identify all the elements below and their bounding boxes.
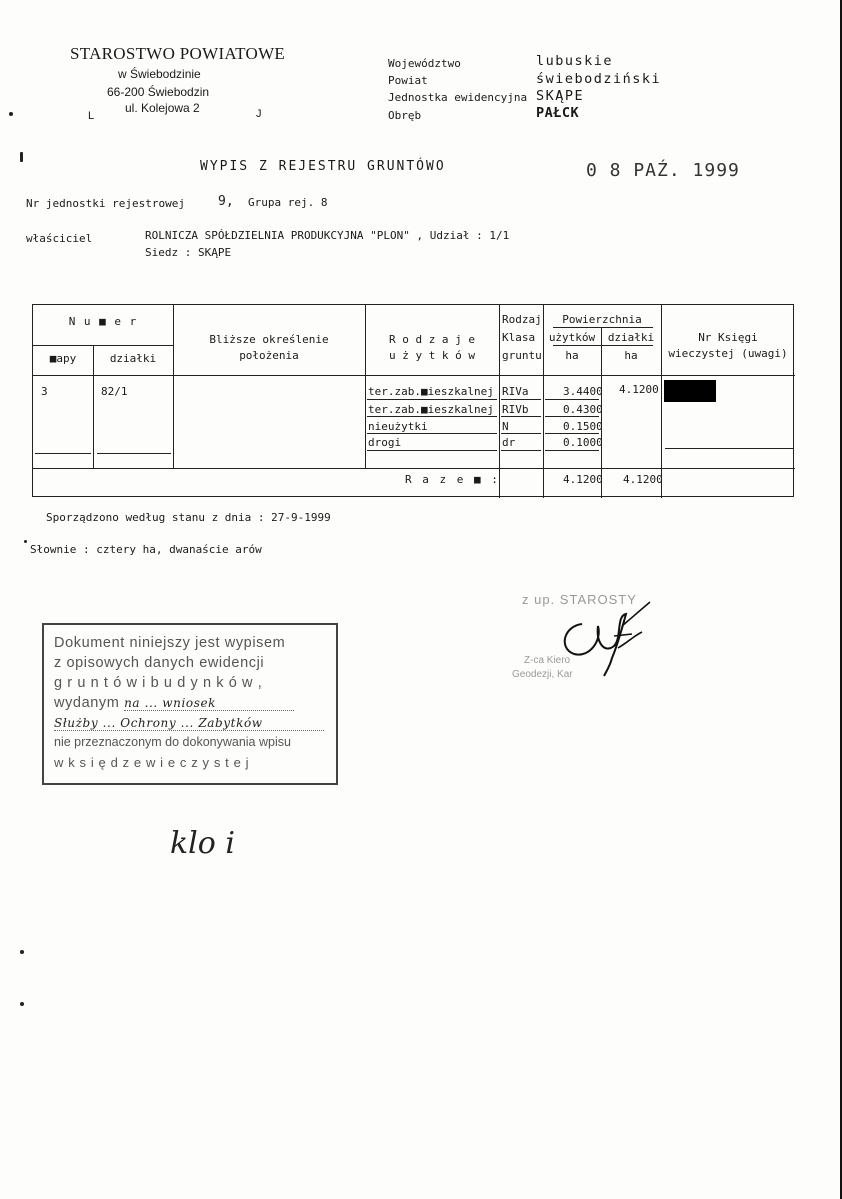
scan-mark [9, 112, 13, 116]
header-polozenia: położenia [239, 349, 299, 362]
address-bracket-right: J [256, 108, 262, 120]
header-rodzaj: Rodzaj [502, 313, 542, 326]
owner-label: właściciel [26, 232, 93, 245]
header-numer: N u ■ e r [68, 315, 138, 328]
registry-unit-label: Nr jednostki rejestrowej [26, 197, 185, 210]
state-date: Sporządzono według stanu z dnia : 27-9-1999 [46, 511, 331, 524]
scan-mark [20, 152, 23, 162]
usage-area-3: 0.1500 [563, 420, 603, 433]
signature-icon [552, 596, 662, 686]
stamp-line-6: nie przeznaczonym do dokonywania wpisu [54, 735, 291, 749]
header-klasa: Klasa [502, 331, 536, 344]
margin-note-hand: klo i [170, 826, 235, 861]
header-gruntu: gruntu [502, 349, 542, 362]
usage-area-1: 3.4400 [563, 385, 603, 398]
header-mapy: ■apy [49, 352, 77, 365]
header-powierzchnia: Powierzchnia [562, 313, 642, 326]
unit-value: SKĄPE [536, 88, 585, 104]
header-ha-dzialki: ha [624, 349, 638, 362]
header-ksiega: Nr Księgi [698, 331, 758, 344]
scan-mark [20, 950, 24, 954]
county-value: świebodziński [536, 71, 662, 87]
owner-seat: Siedz : SKĄPE [145, 246, 232, 259]
header-uzytkow: u ż y t k ó w [388, 349, 476, 362]
header-rodzaje: R o d z a j e [388, 333, 476, 346]
header-pow-dzialki: działki [607, 331, 655, 344]
usage-class-3: N [502, 420, 509, 433]
header-ha-uzytkow: ha [565, 349, 579, 362]
header-blizsze: Bliższe określenie [209, 333, 329, 346]
precinct-label: Obręb [388, 109, 422, 122]
usage-type-3: nieużytki [368, 420, 428, 433]
area-in-words: Słownie : cztery ha, dwanaście arów [30, 543, 262, 556]
office-name: STAROSTWO POWIATOWE [70, 44, 286, 63]
address-bracket-left: L [88, 110, 95, 122]
precinct-value: PAŁCK [536, 105, 580, 121]
total-dzialki: 4.1200 [623, 473, 663, 486]
registry-group: Grupa rej. 8 [248, 196, 328, 209]
document-title: WYPIS Z REJESTRU GRUNTÓWO [200, 159, 446, 174]
stamp-issued-hand: na ... wniosek [124, 696, 294, 711]
stamp-line-3: g r u n t ó w i b u d y n k ó w , [54, 675, 263, 691]
usage-area-2: 0.4300 [563, 403, 603, 416]
parcel-area: 4.1200 [619, 383, 659, 396]
county-label: Powiat [388, 74, 428, 87]
total-uzytkow: 4.1200 [563, 473, 603, 486]
usage-type-1: ter.zab.■ieszkalnej [368, 385, 494, 398]
scan-mark [20, 1002, 24, 1006]
parcel-map-number: 3 [41, 385, 48, 398]
stamp-issued-label: wydanym [54, 695, 120, 711]
voivodeship-value: lubuskie [536, 53, 614, 69]
stamp-line-7: w k s i ę d z e w i e c z y s t e j [54, 755, 250, 770]
usage-area-4: 0.1000 [563, 436, 603, 449]
date-stamp: 0 8 PAŹ. 1999 [586, 160, 740, 181]
stamp-recipient-hand: Służby ... Ochrony ... Zabytków [54, 716, 324, 731]
registry-unit-value: 9, [218, 194, 234, 209]
usage-type-2: ter.zab.■ieszkalnej [368, 403, 494, 416]
total-label: R a z e ■ : [405, 473, 500, 486]
office-postal: 66-200 Świebodzin [107, 85, 210, 99]
document-stamp [42, 623, 338, 785]
stamp-line-2: z opisowych danych ewidencji [54, 655, 265, 671]
scan-mark [24, 540, 27, 543]
usage-class-2: RIVb [502, 403, 529, 416]
parcel-number: 82/1 [101, 385, 128, 398]
usage-type-4: drogi [368, 436, 402, 449]
signature-role-1: Z-ca Kiero [524, 655, 571, 666]
header-wieczystej: wieczystej (uwagi) [668, 347, 788, 360]
usage-class-4: dr [502, 436, 516, 449]
office-street: ul. Kolejowa 2 [125, 101, 200, 115]
office-city: w Świebodzinie [118, 67, 201, 81]
usage-class-1: RIVa [502, 385, 529, 398]
header-dzialki: działki [109, 352, 157, 365]
stamp-line-1: Dokument niniejszy jest wypisem [54, 635, 286, 651]
voivodeship-label: Województwo [388, 57, 461, 70]
owner-name: ROLNICZA SPÓŁDZIELNIA PRODUKCYJNA "PLON" , Udział : 1/1 [145, 229, 510, 242]
signature-title: z up. STAROSTY [522, 592, 637, 607]
signature-role-2: Geodezji, Kar [512, 669, 573, 680]
header-pow-uzytkow: użytków [548, 331, 596, 344]
redaction-block [664, 380, 716, 402]
unit-label: Jednostka ewidencyjna [388, 91, 528, 104]
